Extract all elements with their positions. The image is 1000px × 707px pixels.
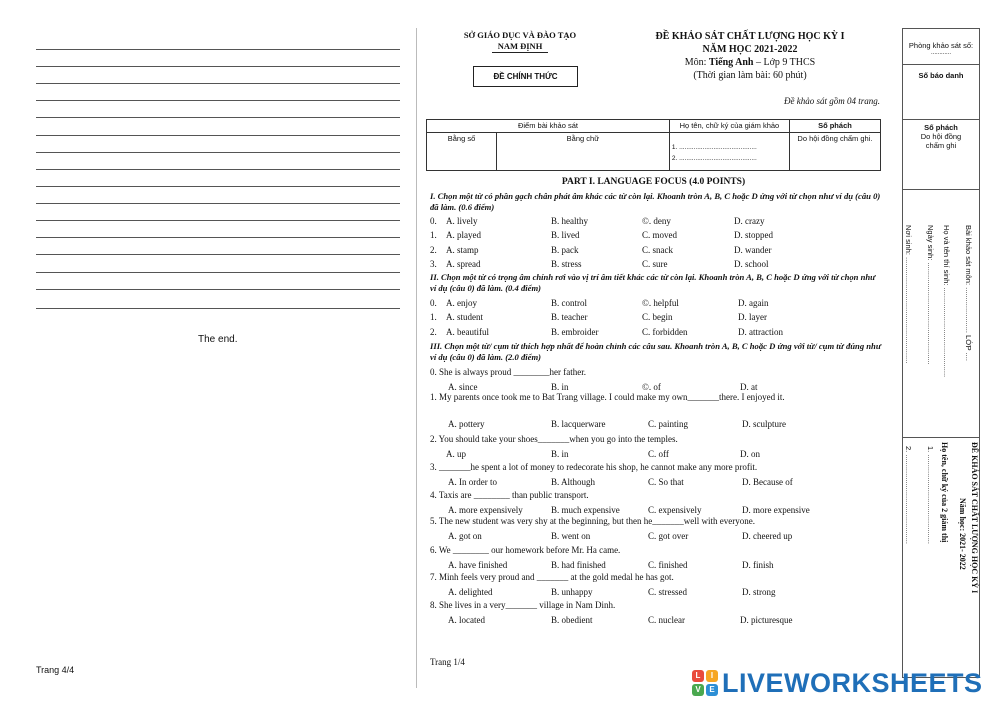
page-divider	[416, 28, 417, 688]
examiner-2: 2. ...........................................	[671, 155, 757, 162]
writing-line	[36, 272, 400, 273]
score-header: Điểm bài khảo sát	[427, 120, 670, 133]
option-d[interactable]: D. picturesque	[740, 615, 793, 625]
option-c[interactable]: C. begin	[642, 312, 673, 323]
writing-line	[36, 220, 400, 221]
examiner-1: 1. ...........................................	[671, 144, 757, 151]
option-d[interactable]: D. on	[740, 449, 760, 459]
subject-prefix: Môn:	[684, 57, 707, 68]
writing-line	[36, 83, 400, 84]
score-table	[426, 119, 881, 171]
writing-line	[36, 135, 400, 136]
option-c[interactable]: C. snack	[642, 244, 673, 255]
option-a[interactable]: A. located	[448, 615, 485, 625]
option-c[interactable]: C. nuclear	[648, 615, 685, 625]
option-c[interactable]: C. moved	[642, 230, 677, 241]
exam-title-block	[620, 30, 880, 82]
option-b[interactable]: B. teacher	[551, 312, 588, 323]
option-c[interactable]: ©. deny	[642, 216, 671, 226]
option-c[interactable]: C. So that	[648, 477, 684, 487]
strip-subject-line: Bài khảo sát môn: ...................... LỚP ....	[964, 225, 973, 361]
writing-line	[36, 203, 400, 204]
subject-suffix: – Lớp 9 THCS	[755, 57, 816, 68]
option-c[interactable]: C. sure	[642, 258, 668, 269]
logo-text: LIVEWORKSHEETS	[722, 667, 983, 698]
option-a[interactable]: A. spread	[446, 258, 481, 269]
writing-line	[36, 66, 400, 67]
item-number: 1.	[430, 230, 437, 241]
option-d[interactable]: D. at	[740, 382, 758, 392]
option-b[interactable]: B. Although	[551, 477, 596, 487]
writing-line	[36, 254, 400, 255]
option-a[interactable]: A. lively	[446, 216, 478, 226]
option-b[interactable]: B. pack	[551, 244, 579, 255]
logo-tile: L	[692, 670, 704, 682]
option-b[interactable]: B. obedient	[551, 615, 593, 625]
writing-line	[36, 289, 400, 290]
dept-line2: NAM ĐỊNH	[492, 41, 549, 53]
writing-line	[36, 308, 400, 309]
question-stem: 2. You should take your shoes_______when you go into the temples.	[430, 434, 678, 444]
sbd-label: Số báo danh	[918, 71, 964, 80]
option-d[interactable]: D. layer	[738, 312, 767, 323]
option-b[interactable]: B. stress	[551, 258, 582, 269]
option-c[interactable]: C. stressed	[648, 587, 687, 597]
option-b[interactable]: B. had finished	[551, 560, 606, 570]
item-number: 3.	[430, 258, 437, 269]
option-b[interactable]: B. much expensive	[551, 505, 620, 515]
invigilator-box	[903, 437, 979, 677]
pages-note: Đề khảo sát gồm 04 trang.	[784, 96, 880, 106]
room-label: Phòng khảo sát số:	[908, 41, 974, 50]
option-d[interactable]: D. attraction	[738, 326, 783, 337]
logo-tile: V	[692, 684, 704, 696]
left-page-number: Trang 4/4	[36, 665, 75, 675]
strip-dob-line: Ngày sinh: .................................................	[926, 225, 935, 365]
option-d[interactable]: D. finish	[742, 560, 774, 570]
score-by-words: Bằng chữ	[497, 133, 670, 171]
part-title: PART I. LANGUAGE FOCUS (4.0 POINTS)	[561, 177, 746, 187]
option-a[interactable]: A. played	[446, 230, 481, 241]
sbd-box	[903, 65, 979, 120]
option-d[interactable]: D. stopped	[734, 230, 773, 241]
option-c[interactable]: C. expensively	[648, 505, 702, 515]
strip-sig-2: 2. ...........................................	[904, 446, 913, 544]
room-dots: ............	[930, 50, 951, 56]
strip-title: ĐỀ KHẢO SÁT CHẤT LƯỢNG HỌC KỲ I	[970, 442, 979, 594]
writing-line	[36, 169, 400, 170]
department-header	[440, 30, 600, 53]
option-b[interactable]: B. control	[551, 298, 587, 308]
option-a[interactable]: A. up	[446, 449, 466, 459]
option-c[interactable]: C. got over	[648, 531, 689, 541]
logo-tile: I	[706, 670, 718, 682]
section3-instruction: III. Chọn một từ/ cụm từ thích hợp nhất để hoàn chỉnh các câu sau. Khoanh tròn A, B, C hoặc D ứng với từ/ cụm từ đúng như ví dụ (câu 0) đã làm. (2.0 điểm)	[430, 341, 881, 362]
option-a[interactable]: A. beautiful	[446, 326, 489, 337]
section1-instruction: I. Chọn một từ có phần gạch chân phát âm khác các từ còn lại. Khoanh tròn A, B, C hoặc D ứng với từ chọn như ví dụ (câu 0) đã làm. (0.6 điểm)	[430, 191, 881, 212]
logo-icon	[692, 670, 718, 696]
option-a[interactable]: A. have finished	[448, 560, 508, 570]
strip-invigilator: Họ tên, chữ ký của 2 giám thị	[940, 442, 949, 543]
option-a[interactable]: A. got on	[448, 531, 482, 541]
writing-line	[36, 237, 400, 238]
item-number: 1.	[430, 312, 437, 323]
option-a[interactable]: A. In order to	[448, 477, 497, 487]
strip-sig-1: 1. ...........................................	[926, 446, 935, 544]
strip-name-line: Họ và tên thí sinh: ...........................................	[942, 225, 951, 378]
writing-line	[36, 49, 400, 50]
question-stem: 4. Taxis are ________ than public transport.	[430, 490, 589, 500]
option-d[interactable]: D. strong	[742, 587, 776, 597]
strip-pob-line: Nơi sinh: ...................................................	[904, 225, 913, 364]
item-number: 2.	[430, 244, 437, 255]
option-b[interactable]: B. lacquerware	[551, 419, 606, 429]
section2-instruction: II. Chọn một từ có trọng âm chính rơi vào vị trí âm tiết khác các từ còn lại. Khoanh tròn A, B, C hoặc D ứng với từ chọn như ví dụ (câu 0) đã làm. (0.4 điểm)	[430, 272, 876, 293]
option-b[interactable]: B. in	[551, 382, 569, 392]
candidate-strip	[902, 28, 980, 678]
logo-tile: E	[706, 684, 718, 696]
right-page-number: Trang 1/4	[430, 657, 465, 667]
end-text: The end.	[198, 334, 238, 345]
question-stem: 0. She is always proud ________her father.	[430, 367, 586, 377]
question-stem: 6. We ________ our homework before Mr. Ha came.	[430, 545, 621, 555]
code-header: Số phách	[789, 120, 880, 133]
writing-line	[36, 186, 400, 187]
question-stem: 3. _______he spent a lot of money to redecorate his shop, he cannot make any more profit.	[430, 462, 758, 472]
option-d[interactable]: D. Because of	[742, 477, 793, 487]
question-stem: 5. The new student was very shy at the beginning, but then he_______well with everyone.	[430, 516, 756, 526]
dept-line1: SỞ GIÁO DỤC VÀ ĐÀO TẠO	[463, 30, 577, 40]
option-c[interactable]: C. off	[648, 449, 669, 459]
option-b[interactable]: B. went on	[551, 531, 591, 541]
writing-line	[36, 117, 400, 118]
examiner-cell	[669, 133, 789, 171]
subject-name: Tiếng Anh	[708, 57, 754, 68]
option-d[interactable]: D. more expensive	[742, 505, 810, 515]
option-c[interactable]: C. painting	[648, 419, 688, 429]
option-d[interactable]: D. crazy	[734, 216, 765, 226]
official-badge: ĐỀ CHÍNH THỨC	[473, 66, 578, 87]
writing-line	[36, 100, 400, 101]
item-number: 0.	[430, 298, 437, 308]
question-stem: 1. My parents once took me to Bat Trang village. I could make my own_______there. I enjoyed it.	[430, 392, 785, 402]
option-b[interactable]: B. in	[551, 449, 569, 459]
exam-year: NĂM HỌC 2021-2022	[702, 44, 798, 55]
option-a[interactable]: A. delighted	[448, 587, 493, 597]
option-b[interactable]: B. unhappy	[551, 587, 593, 597]
option-a[interactable]: A. more expensively	[448, 505, 523, 515]
option-a[interactable]: A. student	[446, 312, 483, 323]
option-d[interactable]: D. sculpture	[742, 419, 786, 429]
item-number: 0.	[430, 216, 437, 226]
exam-time: (Thời gian làm bài: 60 phút)	[693, 70, 807, 81]
strip-year: Năm học: 2021- 2022	[958, 498, 967, 570]
option-d[interactable]: D. school	[734, 258, 769, 269]
option-d[interactable]: D. again	[738, 298, 769, 308]
item-number: 2.	[430, 326, 437, 337]
option-b[interactable]: B. healthy	[551, 216, 588, 226]
option-c[interactable]: C. forbidden	[642, 326, 688, 337]
room-box	[903, 29, 979, 65]
option-d[interactable]: D. cheered up	[742, 531, 793, 541]
question-stem: 7. Minh feels very proud and _______ at the gold medal he has got.	[430, 572, 674, 582]
strip-code-label: Số phách	[924, 123, 958, 132]
option-a[interactable]: A. since	[448, 382, 478, 392]
option-d[interactable]: D. wander	[734, 244, 772, 255]
option-c[interactable]: ©. of	[642, 382, 661, 392]
option-b[interactable]: B. embroider	[551, 326, 599, 337]
option-c[interactable]: C. finished	[648, 560, 688, 570]
code-box	[903, 120, 979, 190]
score-by-number: Bằng số	[427, 133, 497, 171]
examiner-header: Họ tên, chữ ký của giám khảo	[669, 120, 789, 133]
code-note: Do hội đồng chấm ghi.	[789, 133, 880, 171]
exam-title: ĐỀ KHẢO SÁT CHẤT LƯỢNG HỌC KỲ I	[655, 31, 845, 42]
question-stem: 8. She lives in a very_______ village in Nam Dinh.	[430, 600, 616, 610]
option-a[interactable]: A. stamp	[446, 244, 479, 255]
liveworksheets-logo	[692, 666, 983, 700]
writing-line	[36, 152, 400, 153]
option-c[interactable]: ©. helpful	[642, 298, 679, 308]
option-a[interactable]: A. pottery	[448, 419, 485, 429]
option-b[interactable]: B. lived	[551, 230, 580, 241]
strip-code-note: Do hội đồng chấm ghi	[920, 132, 962, 150]
option-a[interactable]: A. enjoy	[446, 298, 477, 308]
